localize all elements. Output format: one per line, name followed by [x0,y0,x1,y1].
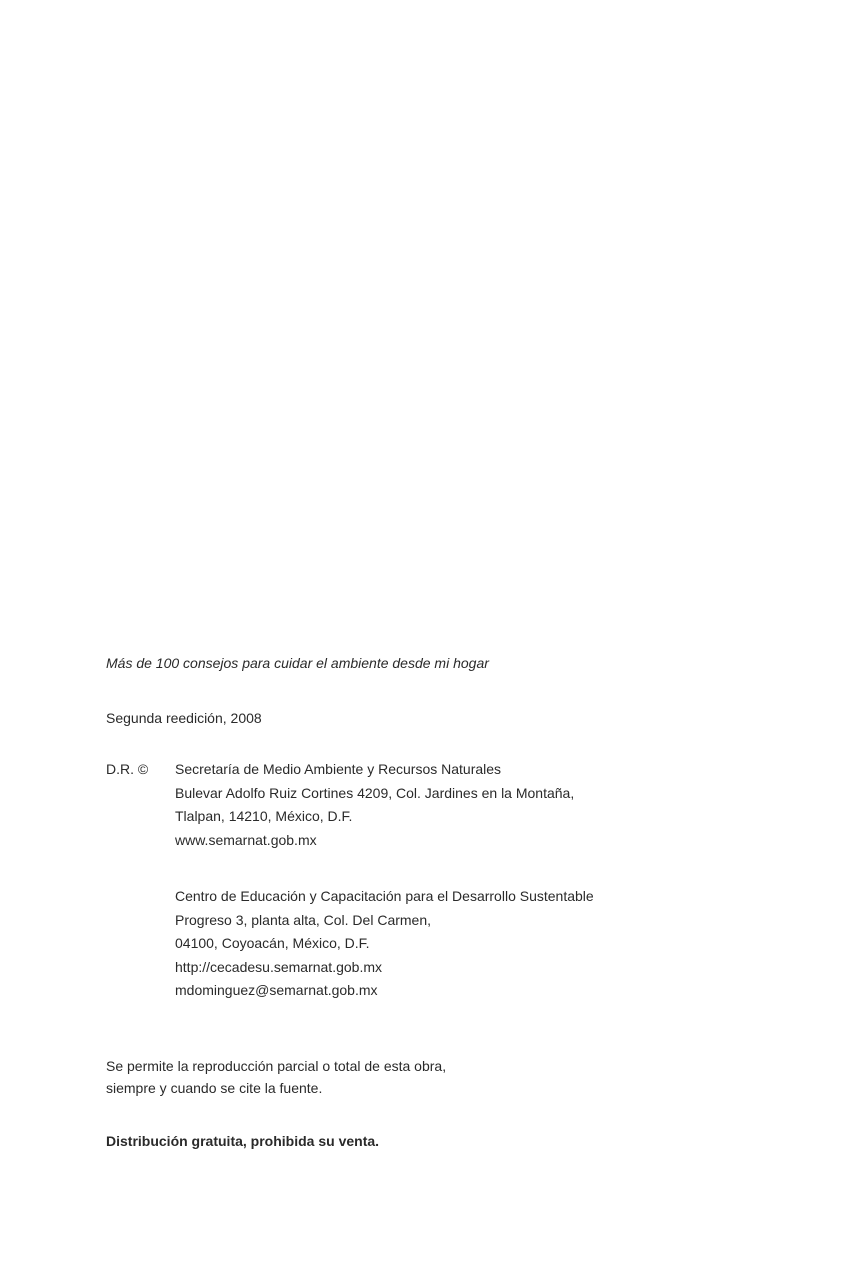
publisher-website: www.semarnat.gob.mx [175,831,317,848]
center-address [175,885,594,1003]
publisher-name: Secretaría de Medio Ambiente y Recursos Naturales [175,761,502,777]
edition-line: Segunda reedición, 2008 [106,710,262,726]
center-email: mdominguez@semarnat.gob.mx [175,982,378,998]
center-city: 04100, Coyoacán, México, D.F. [175,935,370,951]
publisher-city: Tlalpan, 14210, México, D.F. [175,808,353,824]
reproduction-permission [106,1055,446,1099]
center-street: Progreso 3, planta alta, Col. Del Carmen, [175,911,432,928]
publisher-address [175,758,574,852]
permission-line-1: Se permite la reproducción parcial o total de esta obra, [106,1058,447,1074]
center-name: Centro de Educación y Capacitación para el Desarrollo Sustentable [175,888,594,904]
rights-label: D.R. © [106,761,149,777]
book-title: Más de 100 consejos para cuidar el ambiente desde mi hogar [106,655,489,671]
permission-line-2: siempre y cuando se cite la fuente. [106,1080,323,1096]
center-website: http://cecadesu.semarnat.gob.mx [175,958,382,975]
distribution-notice: Distribución gratuita, prohibida su venta. [106,1133,380,1149]
publisher-street: Bulevar Adolfo Ruiz Cortines 4209, Col. Jardines en la Montaña, [175,784,575,801]
